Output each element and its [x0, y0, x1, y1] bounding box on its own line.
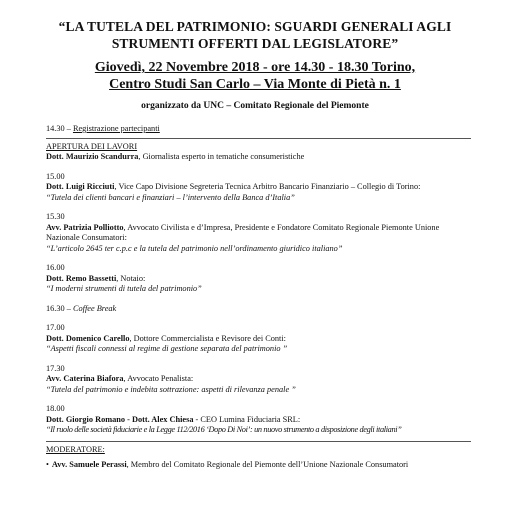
session-6-speaker: Dott. Giorgio Romano - Dott. Alex Chiesa	[46, 414, 194, 424]
session-1-time: 15.00	[46, 171, 65, 181]
session-2-role: , Avvocato Civilista e d’Impresa, Presidente e Fondatore Comitato Regionale Piemonte Unione	[123, 222, 440, 232]
session-3-row	[46, 274, 476, 285]
opening-row	[46, 152, 476, 163]
registration-time: 14.30 –	[46, 124, 71, 133]
session-5-role: , Avvocato Penalista:	[123, 374, 194, 383]
session-2-row	[46, 223, 476, 234]
session-6-row	[46, 415, 476, 426]
session-3-time: 16.00	[46, 263, 65, 272]
session-6-time: 18.00	[46, 404, 65, 413]
title-line-2: STRUMENTI OFFERTI DAL LEGISLATORE”	[111, 36, 399, 51]
moderator-speaker: Avv. Samuele Perassi	[51, 460, 127, 469]
organizer-line: organizzato da UNC – Comitato Regionale del Piemonte	[141, 101, 369, 111]
session-6-role: - CEO Lumina Fiduciaria SRL:	[193, 414, 301, 424]
moderator-role: , Membro del Comitato Regionale del Piemonte dell’Unione Nazionale Consumatori	[126, 460, 409, 469]
session-1-speaker: Dott. Luigi Ricciuti	[46, 182, 115, 191]
event-title	[40, 18, 470, 52]
session-3-talk: “I moderni strumenti di tutela del patrimonio”	[46, 284, 202, 293]
session-5-time: 17.30	[46, 363, 65, 373]
session-6-talk: “Il ruolo delle società fiduciarie e la Legge 112/2016 ‘Dopo Di Noi’: un nuovo strumento a disposizione degli italiani”	[46, 425, 402, 434]
moderator-row	[46, 460, 476, 471]
coffee-break-row	[46, 304, 476, 315]
opening-label: APERTURA DEI LAVORI	[46, 141, 138, 151]
session-5-talk: “Tutela del patrimonio e indebita sottrazione: aspetti di rilevanza penale ”	[46, 384, 296, 394]
coffee-break-label: Coffee Break	[72, 303, 117, 313]
registration-row	[46, 124, 476, 135]
session-4-time: 17.00	[46, 323, 65, 332]
session-2-time: 15.30	[46, 212, 65, 221]
session-3-speaker: Dott. Remo Bassetti	[46, 273, 117, 283]
date-line: Giovedì, 22 Novembre 2018 - ore 14.30 - 18.30 Torino,	[94, 60, 416, 75]
registration-label: Registrazione partecipanti	[72, 124, 160, 133]
session-4-role: , Dottore Commercialista e Revisore dei Conti:	[129, 333, 286, 343]
session-4-speaker: Dott. Domenico Carello	[46, 333, 130, 343]
session-4-row	[46, 334, 476, 345]
divider	[46, 138, 471, 139]
session-2-talk: “L’articolo 2645 ter c.p.c e la tutela del patrimonio nell’ordinamento giuridico italiano”	[46, 243, 343, 253]
session-5-speaker: Avv. Caterina Biafora	[46, 374, 124, 383]
session-2-speaker: Avv. Patrizia Polliotto	[46, 222, 124, 232]
session-1-role: , Vice Capo Divisione Segreteria Tecnica Arbitro Bancario Finanziario – Collegio di Torino:	[114, 182, 421, 191]
session-5-row	[46, 374, 476, 385]
session-4-talk: “Aspetti fiscali connessi al regime di gestione separata del patrimonio ”	[46, 344, 288, 353]
title-line-1: “LA TUTELA DEL PATRIMONIO: SGUARDI GENERALI AGLI	[58, 19, 452, 34]
session-3-role: , Notaio:	[116, 273, 146, 283]
opening-role: , Giornalista esperto in tematiche consumeristiche	[138, 152, 305, 161]
program	[46, 124, 476, 471]
divider	[46, 441, 471, 442]
session-1-talk: “Tutela dei clienti bancari e finanziari – l’intervento della Banca d’Italia”	[46, 192, 295, 202]
session-2-role-cont: Nazionale Consumatori:	[46, 233, 127, 242]
location-line: Centro Studi San Carlo – Via Monte di Pietà n. 1	[109, 77, 401, 92]
session-1-row	[46, 182, 476, 193]
moderator-label: MODERATORE:	[46, 444, 105, 454]
bullet-icon: •	[46, 460, 49, 469]
event-date-location	[40, 59, 470, 93]
coffee-break-time: 16.30 –	[46, 303, 71, 313]
opening-speaker: Dott. Maurizio Scandurra	[46, 152, 139, 161]
